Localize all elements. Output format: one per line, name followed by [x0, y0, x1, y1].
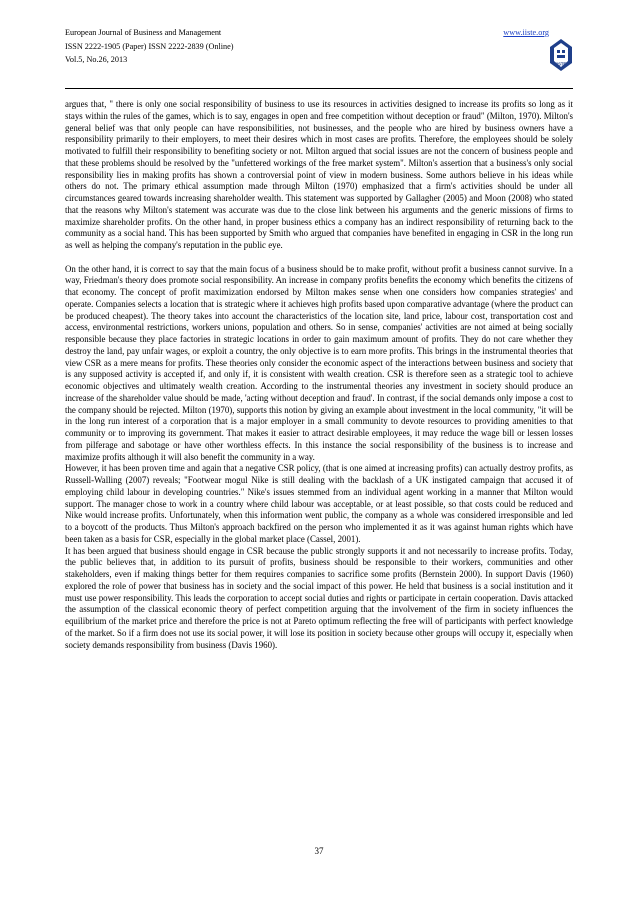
- iiste-logo-icon: [549, 38, 573, 72]
- paragraph-1: argues that, " there is only one social responsibility of business to use its resources in activities designed to increase its profits so long as it stays within the rules of the games, which is to say, engages in open and free competition without deception or fraud" (Milton, 1970). Milton's general belief was that only people can have responsibilities, not businesses, and the people who are hired by business owners have a responsibility primarily to their employers, to meet their desires which in most cases are profits. Therefore, the employees should be solely motivated to fulfill their responsibility to benefiting society or not. Milton argued that social issues are not the concern of business people and that these problems should be resolved by the "unfettered workings of the free market system". Milton's assertion that a business's only social responsibility lies in making profits has shown a controversial point of view in modern business. Some authors believe in his ideas while others do not. The primary ethical assumption made through Milton (1970) emphasized that a firm's activities should be under all circumstances geared towards increasing shareholder wealth. This statement was supported by Gallagher (2005) and Moon (2008) who stated that the reasons why Milton's statement was accurate was due to the close link between his arguments and the generic missions of firms to maximize shareholder profits. On the other hand, in proper business ethics a company has an indirect responsibility of returning back to the community as a social hand. This has been supported by Smith who argued that companies have benefited in engaging in CSR in the long run as well as helping the company's reputation in the public eye.: [65, 99, 573, 250]
- article-body: [65, 99, 573, 651]
- page-number: 37: [314, 846, 324, 856]
- header-divider: [65, 88, 573, 89]
- paragraph-4: It has been argued that business should engage in CSR because the public strongly supports it and not necessarily to increase profits. Today, the public believes that, in addition to its pursuit of profits, business should be responsible to their workers, communities and other stakeholders, even if making things better for them requires companies to sacrifice some profits (Bernstein 2000). In support Davis (1960) explored the role of power that business has in society and the social impact of this power. He held that business is a social institution and it must use power responsibility. This leads the corporation to accept social duties and rights or participate in certain cooperation. Davis attacked the assumption of the classical economic theory of perfect competition arguing that the involvement of the firm in society influences the equilibrium of the market price and therefore the price is not at Pareto optimum reflecting the free will of participants with perfect knowledge of the market. So if a firm does not use its social power, it will lose its position in society because other groups will occupy it, especially when society demands responsibility from business (Davis 1960).: [65, 545, 573, 650]
- logo-text: IISTE: [555, 61, 567, 67]
- journal-url-link[interactable]: www.iiste.org: [503, 28, 549, 37]
- paragraph-2: On the other hand, it is correct to say that the main focus of a business should be to make profit, without profit a business cannot survive. In a way, Friedman's theory does promote social responsibility. An increase in company profits benefits the economy which benefits the citizens of that economy. The concept of profit maximization endorsed by Milton makes sense when one considers how companies strategies' and operate. Companies selects a location that is strategic where it achieves high profits based upon comparative advantage (where the product can be produced cheapest). The theory takes into account the characteristics of the location site, land price, labour cost, transportation cost and access, environmental restrictions, workers unions, population and others. So in sense, companies' activities are not aimed at being socially responsible because they place factories in strategic locations in order to gain maximum amount of profits. They do not care whether they destroy the land, pay unfair wages, or exploit a country, the only objective is to earn more profits. This brings in the instrumental theories that view CSR as a mere means for profits. These theories only consider the economic aspect of the interactions between business and society that is any supposed activity is accepted if, and only if, it is consistent with wealth creation. CSR is therefore seen as a strategic tool to achieve economic objectives and ultimately wealth creation. According to the instrumental theories any investment in society should produce an increase of the shareholder value should be made, 'acting without deception and fraud'. In contrast, if the social demands only impose a cost to the company should be rejected. Milton (1970), supports this notion by giving an example about investment in the local community, "it will be in the long run interest of a corporation that is a major employer in a small community to devote resources to providing amenities to that community or to improving its government. That makes it easier to attract desirable employees, it may reduce the wage bill or lessen losses from pilferage and sabotage or have other worthless effects. In this instance the social responsibility of the business is to increase and maximize profits although it will also benefit the community in a way.: [65, 263, 573, 462]
- page-header: [65, 26, 573, 86]
- paragraph-3: However, it has been proven time and again that a negative CSR policy, (that is one aimed at increasing profits) can actually destroy profits, as Russell-Walling (2007) reveals; "Footwear mogul Nike is still dealing with the backlash of a UK instigated campaign that accused it of employing child labour in developing countries." Nike's issues stemmed from an individual agent working in a manner that Milton would support. The manager chose to work in a country where child labour was acceptable, or at least possible, so that costs could be reduced and Nike would increase profits. Unfortunately, when this information went public, the company as a whole was considered irresponsible and led to a boycott of the products. Thus Milton's approach backfired on the person who implemented it as it was against human rights which have been taken as a basis for CSR, especially in the global market place (Cassel, 2001).: [65, 463, 573, 544]
- journal-title: European Journal of Business and Management: [65, 28, 222, 37]
- issn-line: ISSN 2222-1905 (Paper) ISSN 2222-2839 (Online): [65, 41, 234, 51]
- volume-line: Vol.5, No.26, 2013: [65, 55, 128, 64]
